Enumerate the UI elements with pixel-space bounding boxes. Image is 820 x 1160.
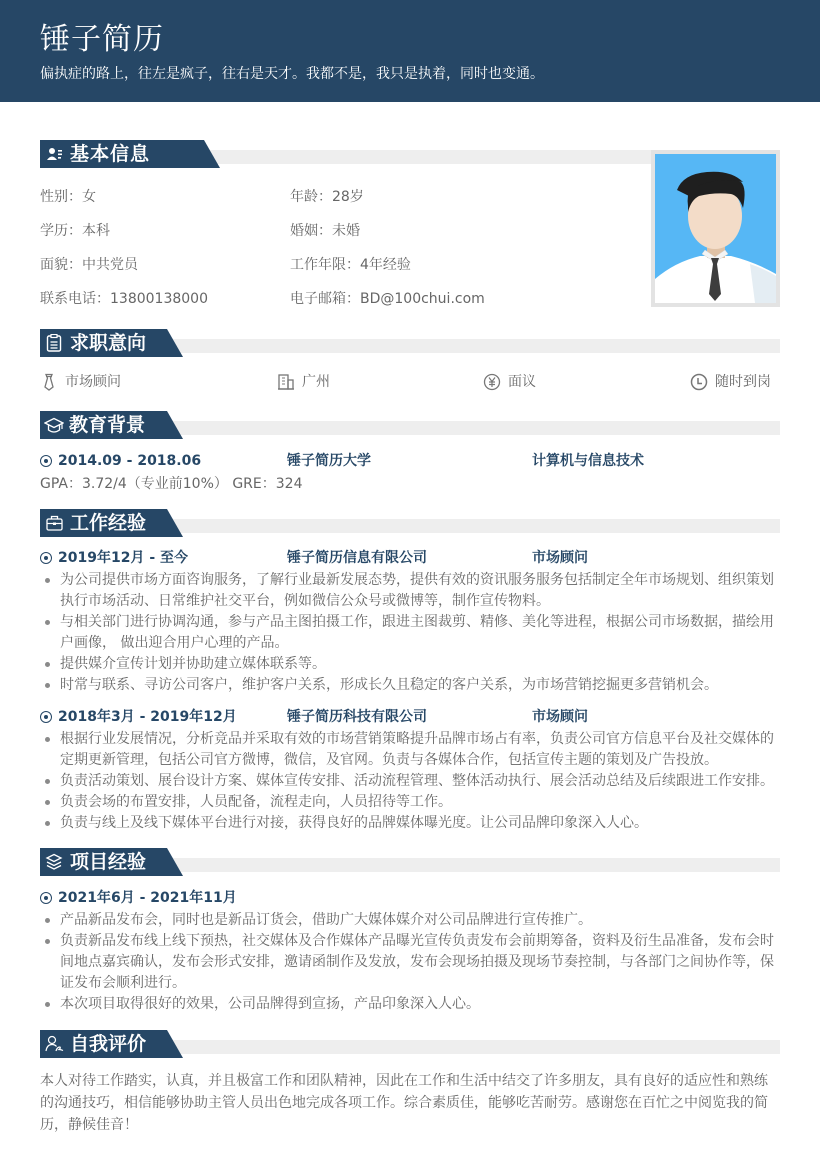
work-bullets [40,729,780,834]
education-period: 2014.09 - 2018.06 [58,453,202,469]
info-marital: 婚姻：未婚 [290,223,360,239]
intent-city-label: 广州 [302,374,330,390]
project-entry-head [40,888,780,908]
clipboard-icon [46,334,62,352]
work-entry-head [40,707,780,727]
list-item: 负责会场的布置安排，人员配备，流程走向，人员招待等工作。 [40,792,780,813]
section-title: 基本信息 [70,143,151,165]
work-bullets [40,570,780,696]
info-email: 电子邮箱：BD@100chui.com [290,291,485,307]
list-item: 提供媒介宣传计划并协助建立媒体联系等。 [40,654,780,675]
work-period: 2018年3月 - 2019年12月 [58,709,237,725]
work-entry-head [40,548,780,568]
intent-availability [690,372,771,392]
resume-title: 锤子简历 [40,22,164,57]
info-phone: 联系电话：13800138000 [40,291,208,307]
project-period: 2021年6月 - 2021年11月 [58,890,237,906]
work-period: 2019年12月 - 至今 [58,550,189,566]
education-school: 锤子简历大学 [287,453,371,469]
tie-icon [40,373,58,391]
section-title: 教育背景 [69,414,146,436]
building-icon [277,373,295,391]
radio-dot-icon [40,892,52,904]
info-years: 工作年限：4年经验 [290,257,411,273]
section-work [40,509,780,537]
section-job-intent [40,329,780,357]
list-item: 为公司提供市场方面咨询服务，了解行业最新发展态势，提供有效的资讯服务服务包括制定全年市场规划、组织策划执行市场活动、日常维护社交平台，例如微信公众号或微博等，制作宣传物料。 [40,570,780,612]
work-company: 锤子简历科技有限公司 [287,709,427,725]
briefcase-icon [46,515,63,531]
section-self-evaluation [40,1030,780,1058]
resume-motto: 偏执症的路上，往左是疯子，往右是天才。我都不是，我只是执着，同时也变通。 [40,66,544,82]
section-education [40,411,780,439]
intent-city [277,372,330,392]
avatar-illustration [655,154,776,303]
section-projects [40,848,780,876]
list-item: 根据行业发展情况，分析竞品并采取有效的市场营销策略提升品牌市场占有率，负责公司官方信息平台及社交媒体的定期更新管理，包括公司官方微博，微信，及官网。负责与各媒体合作，包括宣传主题的策划及广告投放。 [40,729,780,771]
work-company: 锤子简历信息有限公司 [287,550,427,566]
info-education: 学历：本科 [40,223,110,239]
section-title: 自我评价 [70,1033,147,1055]
graduation-cap-icon [44,417,64,434]
list-item: 时常与联系、寻访公司客户，维护客户关系，形成长久且稳定的客户关系，为市场营销挖掘更多营销机会。 [40,675,780,696]
avatar-photo [651,150,780,307]
self-evaluation-text: 本人对待工作踏实，认真，并且极富工作和团队精神，因此在工作和生活中结交了许多朋友，具有良好的适应性和熟练的沟通技巧，相信能够协助主管人员出色地完成各项工作。综合素质佳，能够吃苦耐劳。感谢您在百忙之中阅览我的简历，静候佳音！ [40,1073,768,1133]
intent-position [40,372,121,392]
project-bullets [40,910,780,1015]
layers-icon [45,853,63,871]
intent-salary-label: 面议 [508,374,536,390]
intent-availability-label: 随时到岗 [715,374,771,390]
radio-dot-icon [40,711,52,723]
work-role: 市场顾问 [532,709,588,725]
education-major: 计算机与信息技术 [532,453,644,469]
info-gender: 性别：女 [40,189,96,205]
list-item: 产品新品发布会，同时也是新品订货会，借助广大媒体媒介对公司品牌进行宣传推广。 [40,910,780,931]
clock-icon [690,373,708,391]
intent-salary [483,372,536,392]
list-item: 负责新品发布线上线下预热，社交媒体及合作媒体产品曝光宣传负责发布会前期筹备，资料及衍生品准备，发布会时间地点嘉宾确认，发布会形式安排，邀请函制作及发放，发布会现场拍摄及现场节奏控制，与各部门之间协作等，保证发布会顺利进行。 [40,931,780,994]
user-card-icon [46,146,64,162]
section-title: 工作经验 [70,512,147,534]
list-item: 本次项目取得很好的效果，公司品牌得到宣扬，产品印象深入人心。 [40,994,780,1015]
resume-header [0,0,820,102]
radio-dot-icon [40,552,52,564]
education-detail: GPA：3.72/4（专业前10%） GRE：324 [40,476,303,492]
list-item: 与相关部门进行协调沟通，参与产品主图拍摄工作，跟进主图裁剪、精修、美化等进程，根据公司市场数据，描绘用户画像， 做出迎合用户心理的产品。 [40,612,780,654]
yen-circle-icon [483,373,501,391]
list-item: 负责活动策划、展台设计方案、媒体宣传安排、活动流程管理、整体活动执行、展会活动总结及后续跟进工作安排。 [40,771,780,792]
list-item: 负责与线上及线下媒体平台进行对接，获得良好的品牌媒体曝光度。让公司品牌印象深入人心。 [40,813,780,834]
section-title: 求职意向 [70,332,147,354]
info-age: 年龄：28岁 [290,189,364,205]
work-role: 市场顾问 [532,550,588,566]
section-title: 项目经验 [70,851,147,873]
intent-position-label: 市场顾问 [65,374,121,390]
radio-dot-icon [40,455,52,467]
user-edit-icon [45,1035,64,1053]
education-entry-head [40,451,780,471]
info-political: 面貌：中共党员 [40,257,138,273]
